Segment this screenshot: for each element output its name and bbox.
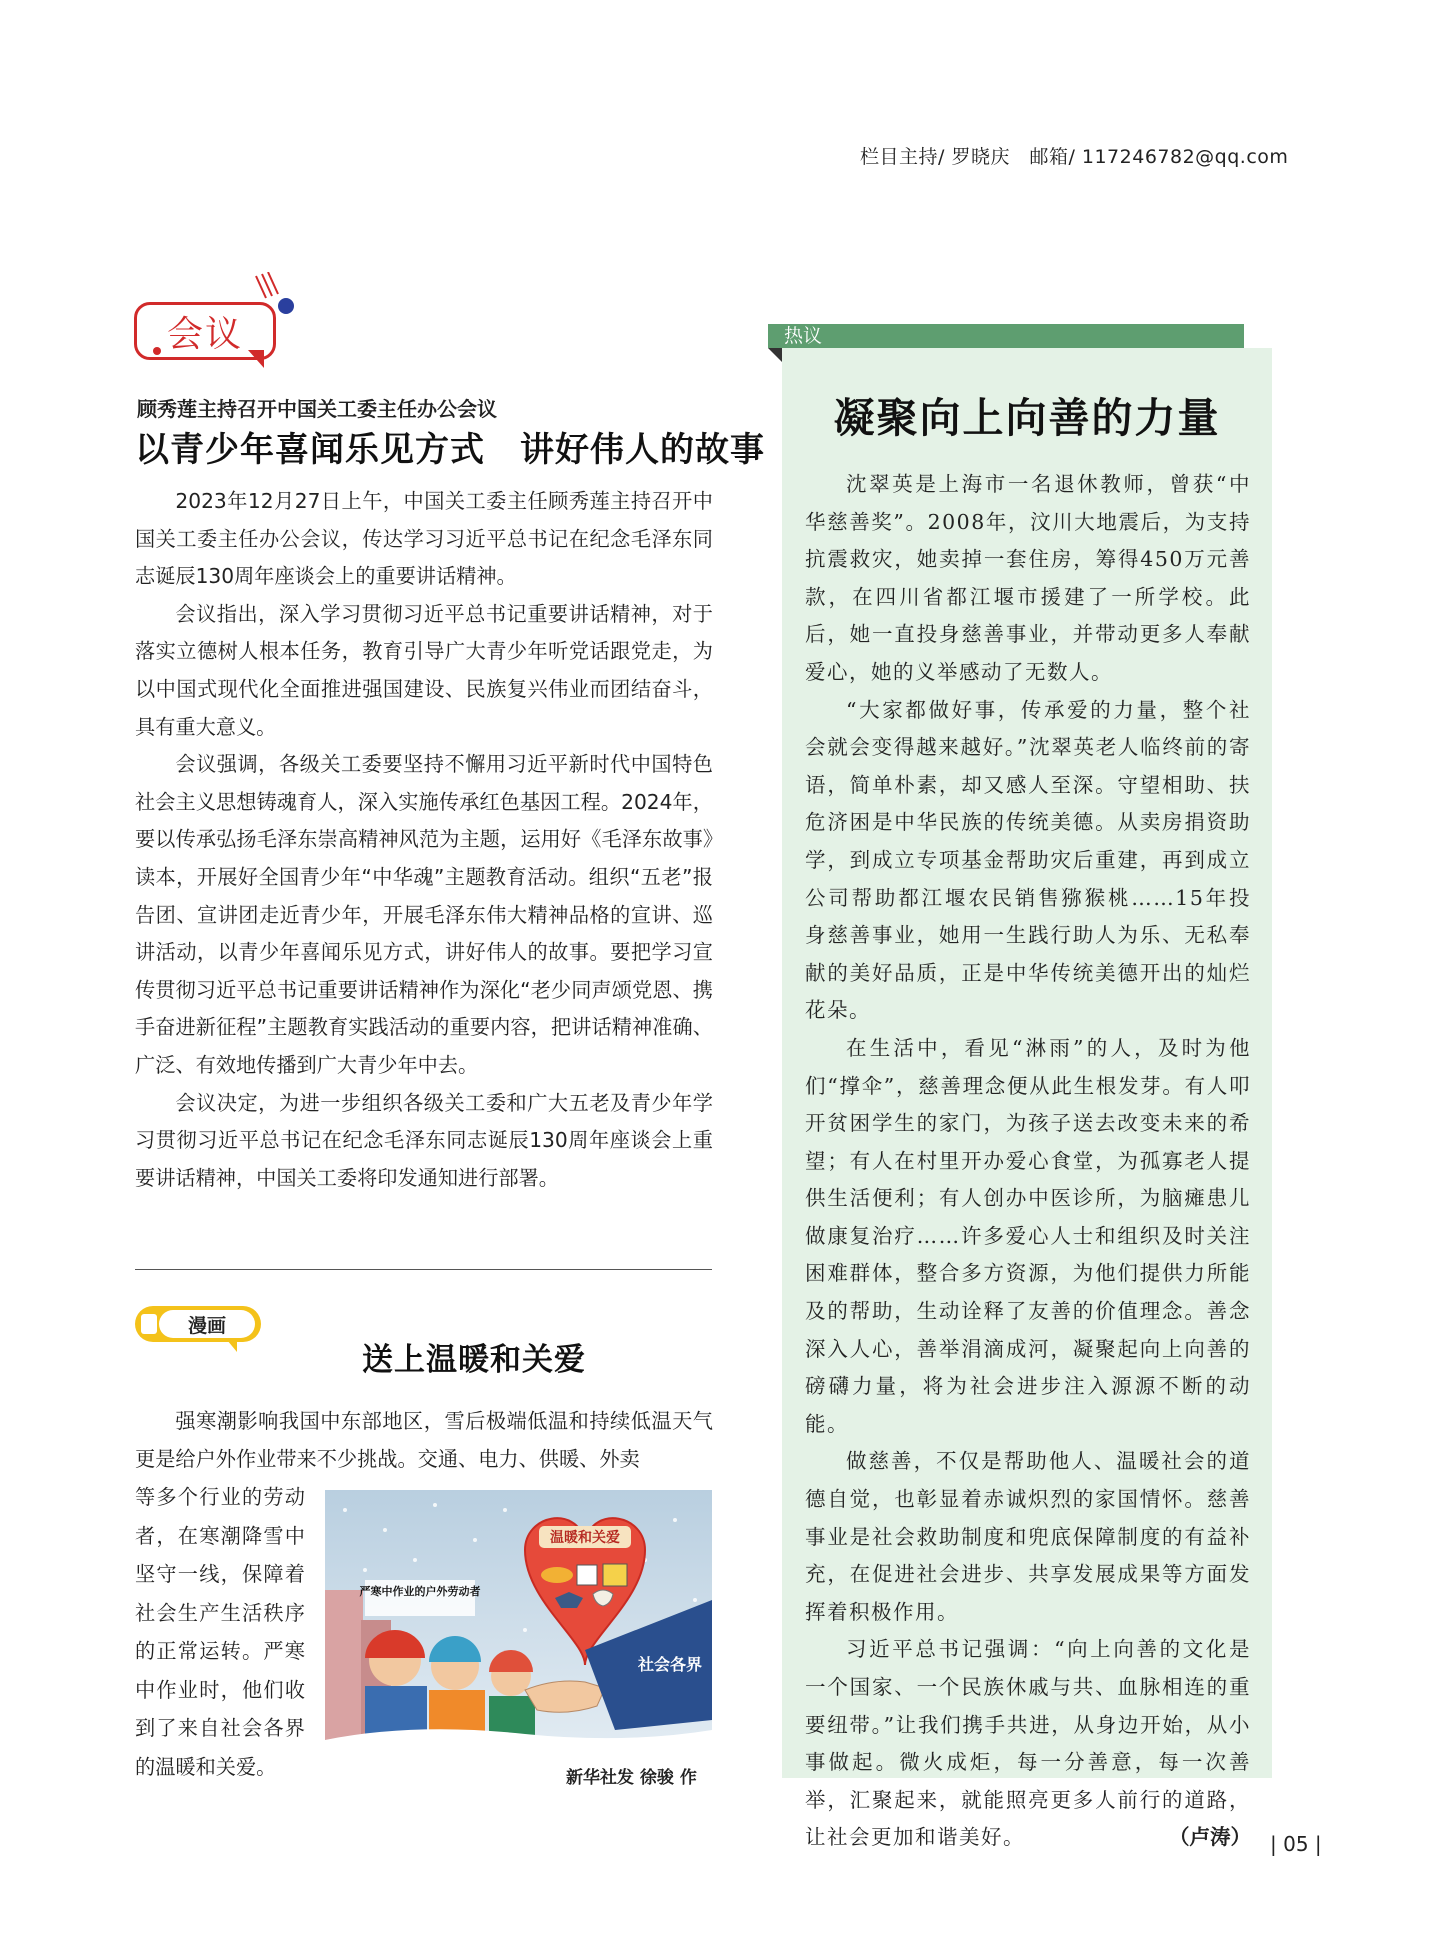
bubble-tail-icon: [227, 1340, 237, 1352]
comic-badge-label: 漫画: [187, 1314, 226, 1337]
hands-icon: [525, 1681, 605, 1712]
comic-artwork: [325, 1490, 712, 1755]
illustration-credit: 新华社发 徐骏 作: [566, 1768, 697, 1788]
sidebar-tab-label: 热议: [784, 325, 823, 347]
comic-illustration: [325, 1490, 712, 1755]
page-number: | 05 |: [1270, 1832, 1322, 1856]
article-paragraph: 2023年12月27日上午，中国关工委主任顾秀莲主持召开中国关工委主任办公会议，传达学习习近平总书记在纪念毛泽东同志诞辰130周年座谈会上的重要讲话精神。: [135, 489, 713, 589]
bubble-tail-icon: [248, 350, 264, 368]
sidebar-paragraph-last: [805, 1631, 1251, 1857]
sidebar-paragraph: “大家都做好事，传承爱的力量，整个社会就会变得越来越好。”沈翠英老人临终前的寄语，简单朴素，却又感人至深。守望相助、扶危济困是中华民族的传统美德。从卖房捐资助学，到成立专项基金帮助灾后重建，再到成立公司帮助都江堰农民销售猕猴桃……15年投身慈善事业，她用一生践行助人为乐、无私奉献的美好品质，正是中华传统美德开出的灿烂花朵。: [805, 697, 1251, 1023]
comic-lead: [135, 1403, 713, 1478]
blue-dot-icon: [278, 298, 294, 314]
food-bowl-icon: [541, 1567, 573, 1583]
comic-title: 送上温暖和关爱: [362, 1342, 586, 1378]
red-dot-icon: [153, 347, 161, 355]
streak-lines-icon: [252, 272, 282, 302]
article-kicker: 顾秀莲主持召开中国关工委主任办公会议: [137, 397, 497, 421]
meeting-badge-label: 会议: [166, 313, 243, 355]
comic-lead-text: 强寒潮影响我国中东部地区，雪后极端低温和持续低温天气更是给户外作业带来不少挑战。交通、电力、供暖、外卖: [135, 1409, 713, 1471]
comic-wrap-text: 等多个行业的劳动者，在寒潮降雪中坚守一线，保障着社会生产生活秩序的正常运转。严寒中作业时，他们收到了来自社会各界的温暖和关爱。: [135, 1485, 305, 1779]
sidebar-paragraph: 沈翠英是上海市一名退休教师，曾获“中华慈善奖”。2008年，汶川大地震后，为支持抗震救灾，她卖掉一套住房，筹得450万元善款，在四川省都江堰市援建了一所学校。此后，她一直投身慈善事业，并带动更多人奉献爱心，她的义举感动了无数人。: [805, 472, 1251, 684]
fold-corner-icon: [768, 348, 782, 362]
comic-badge: [135, 1306, 261, 1342]
sidebar-tab: [768, 324, 1244, 348]
sidebar-author: （卢涛）: [1169, 1825, 1251, 1850]
comic-wrap-text-block: [135, 1478, 305, 1786]
sidebar-paragraph: 在生活中，看见“淋雨”的人，及时为他们“撑伞”，慈善理念便从此生根发芽。有人叩开贫困学生的家门，为孩子送去改变未来的希望；有人在村里开办爱心食堂，为孤寡老人提供生活便利；有人创办中医诊所，为脑瘫患儿做康复治疗……许多爱心人士和组织及时关注困难群体，整合多方资源，为他们提供力所能及的帮助，生动诠释了友善的价值理念。善念深入人心，善举涓滴成河，凝聚起向上向善的磅礴力量，将为社会进步注入源源不断的动能。: [805, 1035, 1251, 1436]
cup-icon: [577, 1565, 597, 1585]
article-headline: 以青少年喜闻乐见方式 讲好伟人的故事: [135, 430, 765, 470]
workers-label: 严寒中作业的户外劳动者: [359, 1585, 481, 1598]
food-box-icon: [603, 1564, 627, 1586]
sidebar-paragraph: 做慈善，不仅是帮助他人、温暖社会的道德自觉，也彰显着赤诚炽烈的家国情怀。慈善事业是社会救助制度和兜底保障制度的有益补充，在促进社会进步、共享发展成果等方面发挥着积极作用。: [805, 1449, 1251, 1624]
heart-label: 温暖和关爱: [550, 1530, 620, 1546]
article-paragraph: 会议指出，深入学习贯彻习近平总书记重要讲话精神，对于落实立德树人根本任务，教育引导广大青少年听党话跟党走，为以中国式现代化全面推进强国建设、民族复兴伟业而团结奋斗，具有重大意义。: [135, 601, 713, 739]
article-paragraph: 会议决定，为进一步组织各级关工委和广大五老及青少年学习贯彻习近平总书记在纪念毛泽东同志诞辰130周年座谈会上重要讲话精神，中国关工委将印发通知进行部署。: [135, 1090, 713, 1190]
sleeve-label: 社会各界: [637, 1655, 703, 1674]
building: [325, 1590, 363, 1755]
sidebar-paragraph: 习近平总书记强调：“向上向善的文化是一个国家、一个民族休戚与共、血脉相连的重要纽带。”让我们携手共进，从身边开始，从小事做起。微火成炬，每一分善意，每一次善举，汇聚起来，就能照亮更多人前行的道路，让社会更加和谐美好。: [805, 1637, 1251, 1850]
column-host-info: 栏目主持/ 罗晓庆 邮箱/ 117246782@qq.com: [860, 146, 1289, 168]
sidebar-body: [805, 466, 1251, 1857]
comic-page-icon: [141, 1314, 157, 1334]
article-body: [135, 483, 713, 1197]
meeting-badge: [130, 272, 300, 382]
article-paragraph: 会议强调，各级关工委要坚持不懈用习近平新时代中国特色社会主义思想铸魂育人，深入实施传承红色基因工程。2024年，要以传承弘扬毛泽东崇高精神风范为主题，运用好《毛泽东故事》读本，开展好全国青少年“中华魂”主题教育活动。组织“五老”报告团、宣讲团走近青少年，开展毛泽东伟大精神品格的宣讲、巡讲活动，以青少年喜闻乐见方式，讲好伟人的故事。要把学习宣传贯彻习近平总书记重要讲话精神作为深化“老少同声颂党恩、携手奋进新征程”主题教育实践活动的重要内容，把讲话精神准确、广泛、有效地传播到广大青少年中去。: [135, 752, 713, 1077]
section-divider: [135, 1269, 712, 1270]
sidebar-title: 凝聚向上向善的力量: [833, 394, 1221, 442]
